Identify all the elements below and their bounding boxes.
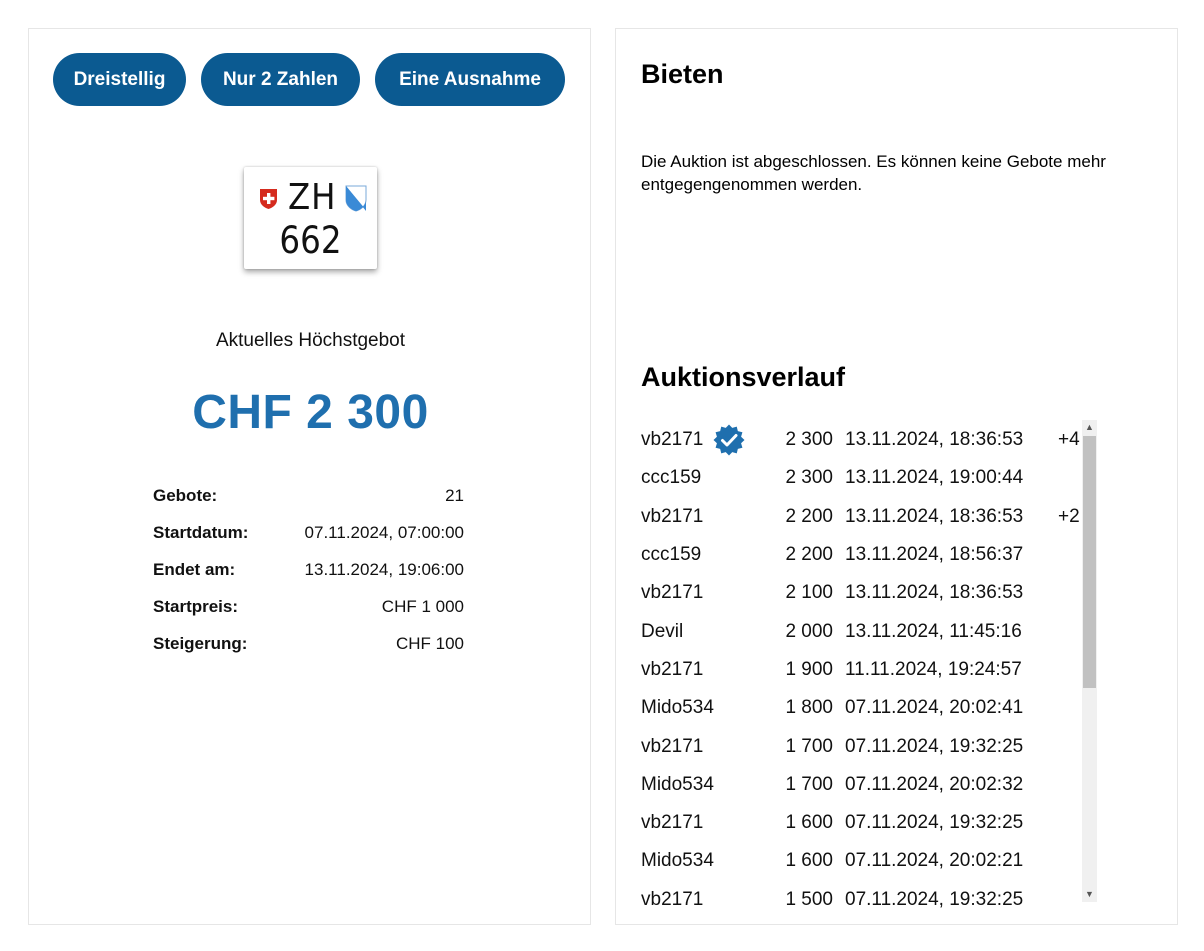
bidding-panel	[615, 28, 1178, 925]
history-user-name: vb2171	[641, 888, 704, 910]
history-user-name: vb2171	[641, 812, 704, 834]
history-user	[641, 582, 767, 604]
highest-bid-value: CHF 2 300	[192, 386, 429, 439]
history-timestamp: 13.11.2024, 18:36:53	[845, 582, 1024, 604]
detail-label: Gebote:	[153, 485, 218, 505]
history-user	[641, 697, 767, 719]
history-timestamp: 07.11.2024, 20:02:32	[845, 773, 1024, 795]
detail-value: 13.11.2024, 19:06:00	[304, 559, 464, 579]
detail-value: 21	[445, 485, 464, 505]
history-timestamp: 13.11.2024, 18:36:53	[845, 505, 1024, 527]
history-user-name: Mido534	[641, 773, 714, 795]
history-user	[641, 812, 767, 834]
history-timestamp: 13.11.2024, 18:36:53	[845, 429, 1024, 451]
history-row	[641, 498, 1096, 536]
history-user	[641, 544, 767, 566]
license-plate	[244, 167, 377, 269]
history-user-name: ccc159	[641, 544, 702, 566]
history-user-name: Mido534	[641, 850, 714, 872]
history-amount: 1 600	[785, 850, 833, 872]
auction-item-panel	[28, 28, 591, 925]
verified-badge-icon	[713, 424, 745, 456]
category-buttons	[53, 53, 565, 106]
history-row	[641, 804, 1096, 842]
history-row	[641, 842, 1096, 880]
history-user-name: vb2171	[641, 735, 704, 757]
history-amount: 1 900	[785, 658, 833, 680]
history-timestamp: 07.11.2024, 19:32:25	[845, 888, 1024, 910]
category-button-dreistellig[interactable]: Dreistellig	[53, 53, 186, 106]
detail-row-endet-am	[153, 551, 464, 588]
history-user	[641, 659, 767, 681]
history-row	[641, 689, 1096, 727]
auction-history-list[interactable]	[641, 421, 1096, 910]
history-amount: 2 100	[785, 582, 833, 604]
history-user-name: vb2171	[641, 582, 704, 604]
auction-closed-message: Die Auktion ist abgeschlossen. Es können keine Gebote mehr entgegengenommen werden.	[641, 152, 1106, 194]
detail-value: CHF 100	[395, 633, 464, 653]
category-button-nur-2-zahlen[interactable]: Nur 2 Zahlen	[201, 53, 360, 106]
history-amount: 1 500	[785, 888, 833, 910]
detail-label: Startdatum:	[153, 522, 249, 542]
history-row	[641, 727, 1096, 765]
history-row	[641, 612, 1096, 650]
history-amount: 2 200	[785, 544, 833, 566]
scroll-down-arrow-icon[interactable]: ▼	[1085, 889, 1094, 899]
history-amount: 1 800	[785, 697, 833, 719]
category-button-eine-ausnahme[interactable]: Eine Ausnahme	[375, 53, 565, 106]
history-row	[641, 459, 1096, 497]
history-timestamp: 07.11.2024, 19:32:25	[845, 735, 1024, 757]
history-row	[641, 574, 1096, 612]
detail-value: CHF 1 000	[381, 596, 464, 616]
history-timestamp: 11.11.2024, 19:24:57	[845, 658, 1022, 680]
history-timestamp: 13.11.2024, 11:45:16	[845, 620, 1022, 642]
detail-row-steigerung	[153, 625, 464, 662]
zurich-shield-icon	[345, 185, 367, 212]
history-user	[641, 621, 767, 643]
history-scrollbar[interactable]	[1082, 420, 1097, 902]
history-timestamp: 07.11.2024, 20:02:21	[845, 850, 1024, 872]
history-timestamp: 13.11.2024, 18:56:37	[845, 544, 1024, 566]
detail-row-startdatum	[153, 514, 464, 551]
detail-label: Steigerung:	[153, 633, 248, 653]
plate-canton: ZH	[288, 177, 337, 218]
history-amount: 2 300	[785, 467, 833, 489]
highest-bid-label: Aktuelles Höchstgebot	[215, 330, 406, 351]
history-user	[641, 736, 767, 758]
detail-row-gebote	[153, 477, 464, 514]
history-user	[641, 850, 767, 872]
history-timestamp: 07.11.2024, 19:32:25	[845, 812, 1024, 834]
history-amount: 1 700	[785, 735, 833, 757]
history-user	[641, 506, 767, 528]
history-user	[641, 467, 767, 489]
history-user-name: vb2171	[641, 429, 704, 451]
history-user-name: vb2171	[641, 505, 704, 527]
scroll-up-arrow-icon[interactable]: ▲	[1085, 422, 1094, 432]
history-amount: 2 200	[785, 505, 833, 527]
history-user-name: Mido534	[641, 697, 714, 719]
detail-label: Endet am:	[153, 559, 236, 579]
history-extra-bids[interactable]: +4	[1058, 429, 1080, 451]
history-user-name: Devil	[641, 620, 684, 642]
history-row	[641, 536, 1096, 574]
bid-heading: Bieten	[641, 59, 724, 89]
plate-number: 662	[279, 219, 342, 262]
history-amount: 2 000	[785, 620, 833, 642]
history-extra-bids[interactable]: +2	[1058, 505, 1080, 527]
history-amount: 1 600	[785, 812, 833, 834]
history-heading: Auktionsverlauf	[641, 362, 846, 392]
swiss-shield-icon	[259, 188, 278, 210]
history-timestamp: 13.11.2024, 19:00:44	[845, 467, 1024, 489]
history-user	[641, 774, 767, 796]
history-amount: 2 300	[785, 429, 833, 451]
history-user	[641, 889, 767, 911]
history-user-name: ccc159	[641, 467, 702, 489]
history-row	[641, 881, 1096, 919]
history-user-name: vb2171	[641, 658, 704, 680]
history-timestamp: 07.11.2024, 20:02:41	[845, 697, 1024, 719]
auction-details	[153, 477, 464, 662]
history-row	[641, 766, 1096, 804]
detail-row-startpreis	[153, 588, 464, 625]
history-row	[641, 651, 1096, 689]
history-user	[641, 424, 767, 456]
scrollbar-thumb[interactable]	[1083, 436, 1096, 688]
detail-value: 07.11.2024, 07:00:00	[304, 522, 464, 542]
detail-label: Startpreis:	[153, 596, 239, 616]
history-amount: 1 700	[785, 773, 833, 795]
history-row	[641, 421, 1096, 459]
